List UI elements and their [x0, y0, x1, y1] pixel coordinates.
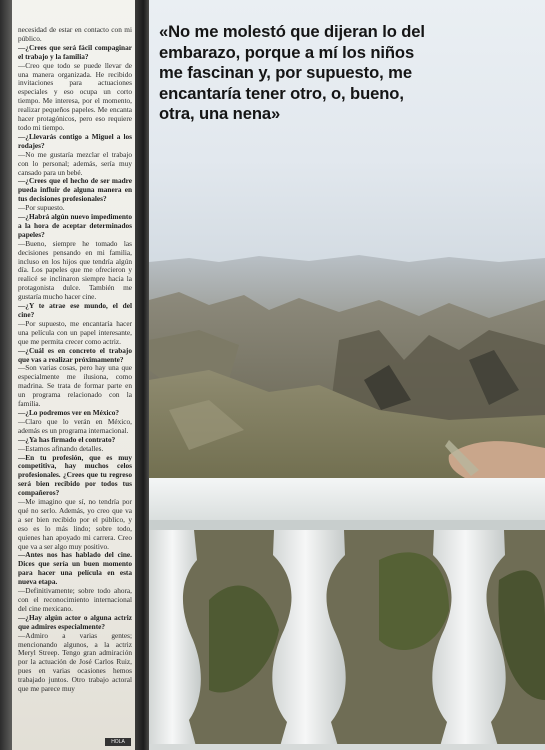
canyon-photo — [149, 0, 545, 750]
interview-question: —¿Llevarás contigo a Miguel a los rodajes? — [18, 131, 132, 150]
interview-question: —¿Cuál es en concreto el trabajo que vas a realizar próximamente? — [18, 345, 132, 364]
article-body — [12, 0, 136, 694]
interview-answer: —Admiro a varias gentes; mencionando algunos, a la actriz Meryl Streep. Tengo gran admiración por la actuación de José Carlos Ruiz, pues en varias ocasiones hemos trabajado juntos. Otro trabajo actoral que me parece muy — [18, 630, 132, 694]
interview-question: —¿Crees que será fácil compaginar el trabajo y la familia? — [18, 42, 132, 61]
pull-quote: «No me molestó que dijeran lo del embarazo, porque a mí los niños me fascinan y, por supuesto, me encantaría tener otro, o, bueno, otra, una nena» — [159, 22, 425, 123]
interview-question: —¿Hay algún actor o alguna actriz que admires especialmente? — [18, 612, 132, 631]
interview-answer: —Claro que lo verán en México, además es un programa internacional. — [18, 416, 132, 435]
interview-question: —¿Y te atrae ese mundo, el del cine? — [18, 301, 132, 319]
interview-answer: —Creo que todo se puede llevar de una manera organizada. He recibido invitaciones para actuaciones especiales y eso ocupa un corto tiempo. Me interesa, por el momento, realizar pequeños papeles. Me encanta hacer protagónicos, pero eso requiere todo mi tiempo. — [18, 60, 132, 132]
interview-question: —En tu profesión, que es muy competitiva, hay muchos celos profesionales. ¿Crees que tu regreso será bien recibido por todos tus compañeros? — [18, 452, 132, 498]
interview-text-column — [12, 0, 136, 750]
interview-answer: —Son varias cosas, pero hay una que especialmente me ilusiona, como madrina. Se trata de formar parte en un programa relacionado con la familia. — [18, 363, 132, 409]
interview-answer: necesidad de estar en contacto con mi público. — [18, 25, 132, 43]
interview-answer: —Por supuesto, me encantaría hacer una película con un papel interesante, que me permita crecer como actriz. — [18, 318, 132, 346]
railing-top — [149, 478, 545, 522]
interview-answer: —Por supuesto. — [18, 203, 65, 213]
interview-question: —¿Ya has firmado el contrato? — [18, 434, 116, 444]
interview-question: —¿Crees que el hecho de ser madre pueda influir de alguna manera en tus decisiones profesionales? — [18, 176, 132, 204]
interview-answer: —No me gustaría mezclar el trabajo con lo personal; además, sería muy cansado para un bebé. — [18, 149, 132, 177]
interview-answer: —Me imagino que sí, no tendría por qué no serlo. Además, yo creo que va a ser bien recibido por el público, y eso es lo más lindo; sobre todo, quienes han apoyado mi carrera. Creo que va a ser algo muy positivo. — [18, 497, 132, 551]
binding-shadow — [0, 0, 12, 750]
interview-answer: —Bueno, siempre he tomado las decisiones pensando en mi familia, incluso en los hijos que tendría algún día. Los papeles que me ofrecieron y realicé se inclinaron siempre hacia la protagonista dulce. También me gustaría mucho hacer cine. — [18, 238, 132, 302]
interview-answer: —Definitivamente; sobre todo ahora, con el reconocimiento internacional del cine mexicano. — [18, 586, 132, 613]
interview-question: —Antes nos has hablado del cine. Dices que sería un buen momento para hacer una película en esta nueva etapa. — [18, 550, 132, 587]
interview-question: —¿Habrá algún nuevo impedimento a la hora de aceptar determinados papeles? — [18, 212, 132, 239]
magazine-folio: HOLA — [105, 738, 131, 746]
interview-answer: —Estamos afinando detalles. — [18, 443, 104, 453]
page-gutter — [135, 0, 149, 750]
interview-question: —¿Lo podremos ver en México? — [18, 407, 120, 417]
